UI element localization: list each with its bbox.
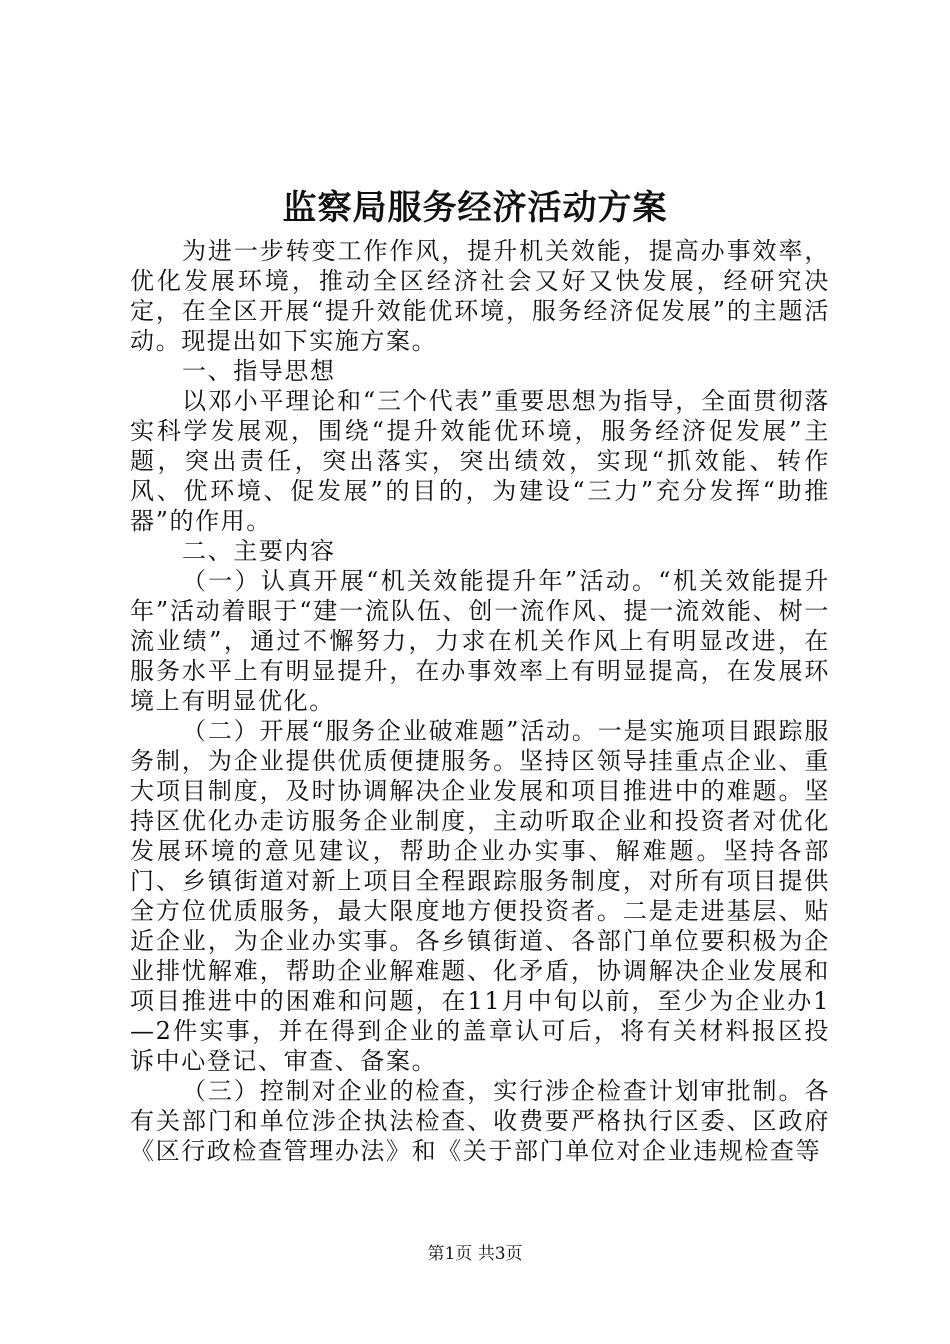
item-3-paragraph: （三）控制对企业的检查，实行涉企检查计划审批制。各有关部门和单位涉企执法检查、收费要严格执行区委、区政府《区行政检查管理办法》和《关于部门单位对企业违规检查等 bbox=[130, 1077, 830, 1165]
page-number-footer: 第1页 共3页 bbox=[427, 1244, 523, 1264]
guiding-ideology-paragraph: 以邓小平理论和“三个代表”重要思想为指导，全面贯彻落实科学发展观，围绕“提升效能优环境，服务经济促发展”主题，突出责任，突出落实，突出绩效，实现“抓效能、转作风、优环境、促发展”的目的，为建设“三力”充分发挥“助推器”的作用。 bbox=[130, 387, 830, 535]
document-body bbox=[130, 236, 830, 1166]
section-heading-main-content: 二、主要内容 bbox=[182, 537, 336, 565]
intro-paragraph: 为进一步转变工作作风，提升机关效能，提高办事效率，优化发展环境，推动全区经济社会又好又快发展，经研究决定，在全区开展“提升效能优环境，服务经济促发展”的主题活动。现提出如下实施方案。 bbox=[130, 237, 830, 355]
section-heading-guiding-ideology: 一、指导思想 bbox=[182, 357, 336, 385]
item-1-paragraph: （一）认真开展“机关效能提升年”活动。“机关效能提升年”活动着眼于“建一流队伍、创一流作风、提一流效能、树一流业绩”，通过不懈努力，力求在机关作风上有明显改进，在服务水平上有明显提升，在办事效率上有明显提高，在发展环境上有明显优化。 bbox=[130, 567, 830, 715]
document-title: 监察局服务经济活动方案 bbox=[282, 188, 668, 228]
item-2-paragraph: （二）开展“服务企业破难题”活动。一是实施项目跟踪服务制，为企业提供优质便捷服务。坚持区领导挂重点企业、重大项目制度，及时协调解决企业发展和项目推进中的难题。坚持区优化办走访服务企业制度，主动听取企业和投资者对优化发展环境的意见建议，帮助企业办实事、解难题。坚持各部门、乡镇街道对新上项目全程跟踪服务制度，对所有项目提供全方位优质服务，最大限度地方便投资者。二是走进基层、贴近企业，为企业办实事。各乡镇街道、各部门单位要积极为企业排忧解难，帮助企业解难题、化矛盾，协调解决企业发展和项目推进中的困难和问题，在11月中旬以前，至少为企业办1—2件实事，并在得到企业的盖章认可后，将有关材料报区投诉中心登记、审查、备案。 bbox=[130, 717, 830, 1075]
